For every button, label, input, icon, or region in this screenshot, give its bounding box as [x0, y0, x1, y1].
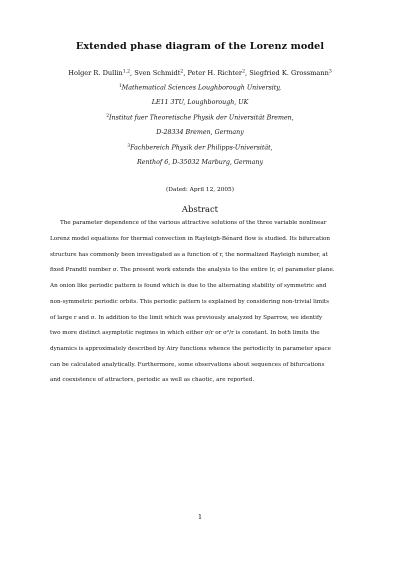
- page-number: 1: [197, 513, 203, 521]
- abstract-line: and coexistence of attractors, periodic as well as chaotic, are reported.: [50, 377, 255, 383]
- abstract-line: dynamics is approximately described by Airy functions whence the periodicity in parameter space: [50, 346, 331, 352]
- abstract-line: can be calculated analytically. Furthermore, some observations about sequences of bifurcations: [50, 362, 325, 368]
- author-name: Siegfried K. Grossmann: [249, 69, 329, 77]
- author-affil-marker: 1,2: [122, 69, 131, 75]
- author-separator: ,: [183, 69, 188, 77]
- author-name: Holger R. Dullin: [68, 69, 123, 77]
- author-separator: ,: [245, 69, 250, 77]
- affiliation-1-line-1: [0, 84, 400, 92]
- affiliation-marker: 2: [106, 114, 110, 119]
- abstract-line: two more distinct asymptotic regimes in which either σ/r or σ²/r is constant. In both limits the: [50, 330, 320, 336]
- author-affil-marker: 3: [328, 69, 332, 75]
- affiliation-marker: 1: [118, 84, 122, 89]
- abstract-line: The parameter dependence of the various attractive solutions of the three variable nonlinear: [60, 220, 327, 226]
- author-name: Sven Schmidt: [134, 69, 181, 77]
- abstract-line: fixed Prandtl number σ. The present work extends the analysis to the entire (r, σ) parameter plane.: [50, 267, 335, 273]
- abstract-line: An onion like periodic pattern is found which is due to the alternating stability of symmetric and: [50, 283, 327, 289]
- affiliation-text: Fachbereich Physik der Philipps-Universität,: [130, 144, 273, 152]
- author-separator: ,: [130, 69, 135, 77]
- author-name: Peter H. Richter: [187, 69, 243, 77]
- author-list: [0, 69, 400, 77]
- affiliation-2-line-1: [0, 114, 400, 122]
- affiliation-2-line-2: D-28334 Bremen, Germany: [156, 129, 244, 136]
- affiliation-3-line-2: Renthof 6, D-35032 Marburg, Germany: [136, 159, 263, 166]
- paper-date: (Dated: April 12, 2005): [166, 187, 234, 193]
- abstract-line: of large r and σ. In addition to the limit which was previously analyzed by Sparrow, we identify: [50, 315, 323, 321]
- abstract-heading: Abstract: [181, 204, 219, 214]
- affiliation-text: Institut fuer Theoretische Physik der Universität Bremen,: [109, 114, 294, 122]
- author-affil-marker: 2: [180, 69, 184, 75]
- abstract-line: Lorenz model equations for thermal convection in Rayleigh-Bénard flow is studied. Its bifurcation: [50, 236, 331, 242]
- paper-title: Extended phase diagram of the Lorenz model: [75, 41, 325, 52]
- affiliation-3-line-1: [0, 144, 400, 152]
- author-affil-marker: 2: [242, 69, 245, 75]
- affiliation-marker: 3: [127, 144, 131, 149]
- abstract-line: non-symmetric periodic orbits. This periodic pattern is explained by considering non-trivial limits: [50, 299, 330, 305]
- abstract-line: structure has commonly been investigated as a function of r, the normalized Rayleigh number, at: [50, 252, 328, 258]
- affiliation-text: Mathematical Sciences Loughborough University,: [121, 84, 282, 92]
- affiliation-1-line-2: LE11 3TU, Loughborough, UK: [151, 99, 249, 106]
